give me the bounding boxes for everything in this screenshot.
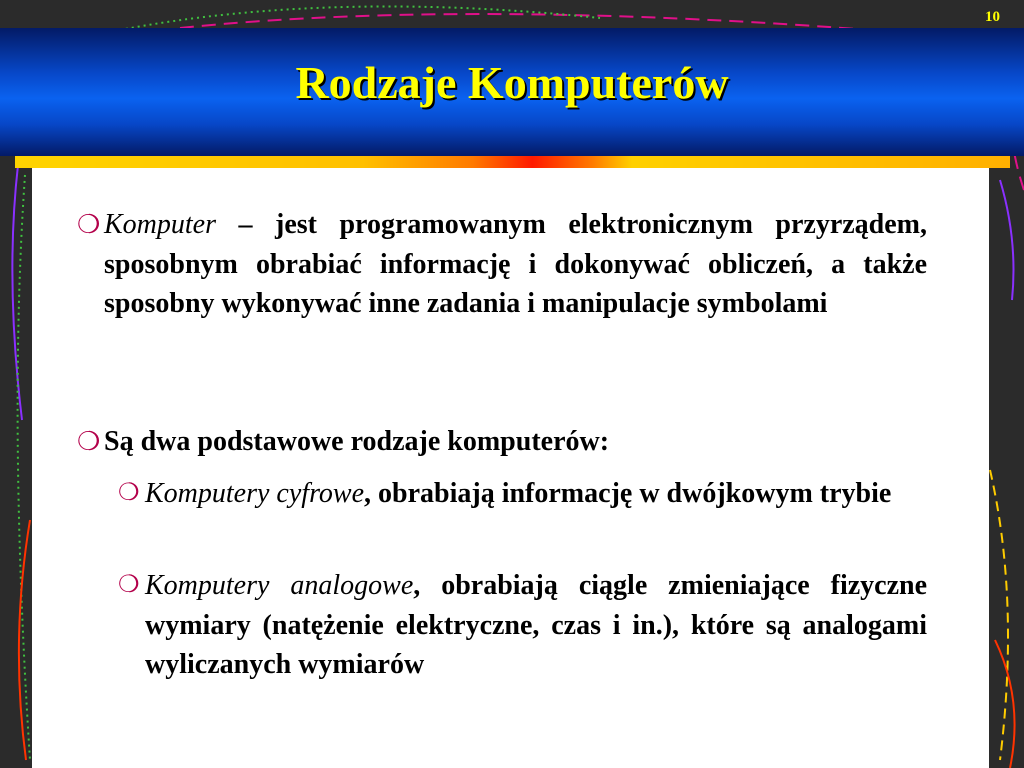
- subbullet-analogowe: [118, 566, 928, 685]
- definition-text: – jest programowanym elektronicznym przyrządem, sposobnym obrabiać informację i dokonywać obliczeń, a także sposobny wykonywać inne zadania i manipulacje symbolami: [104, 209, 927, 319]
- bullet-komputer: [77, 205, 927, 324]
- bullet-marker-icon: ❍: [77, 427, 101, 456]
- subbullet-marker-icon: ❍: [118, 480, 140, 506]
- bullet-text: Są dwa podstawowe rodzaje komputerów:: [104, 426, 610, 457]
- term-cyfrowe: Komputery cyfrowe: [145, 478, 365, 509]
- subbullet-text: , obrabiają informację w dwójkowym trybie: [364, 478, 892, 509]
- bullet-rodzaje: [77, 422, 927, 462]
- term-komputer: Komputer: [104, 209, 216, 240]
- subbullet-text: , obrabiają ciągle zmieniające fizyczne wymiary (natężenie elektryczne, czas i in.), które są analogami wyliczanych wymiarów: [145, 570, 928, 680]
- subbullet-cyfrowe: [118, 474, 927, 514]
- slide-title: Rodzaje Komputerów: [295, 57, 729, 108]
- bullet-marker-icon: ❍: [77, 210, 101, 239]
- slide-number: 10: [985, 9, 1000, 25]
- subbullet-marker-icon: ❍: [118, 572, 140, 598]
- accent-bar: [15, 156, 1010, 168]
- term-analogowe: Komputery analogowe: [145, 570, 414, 601]
